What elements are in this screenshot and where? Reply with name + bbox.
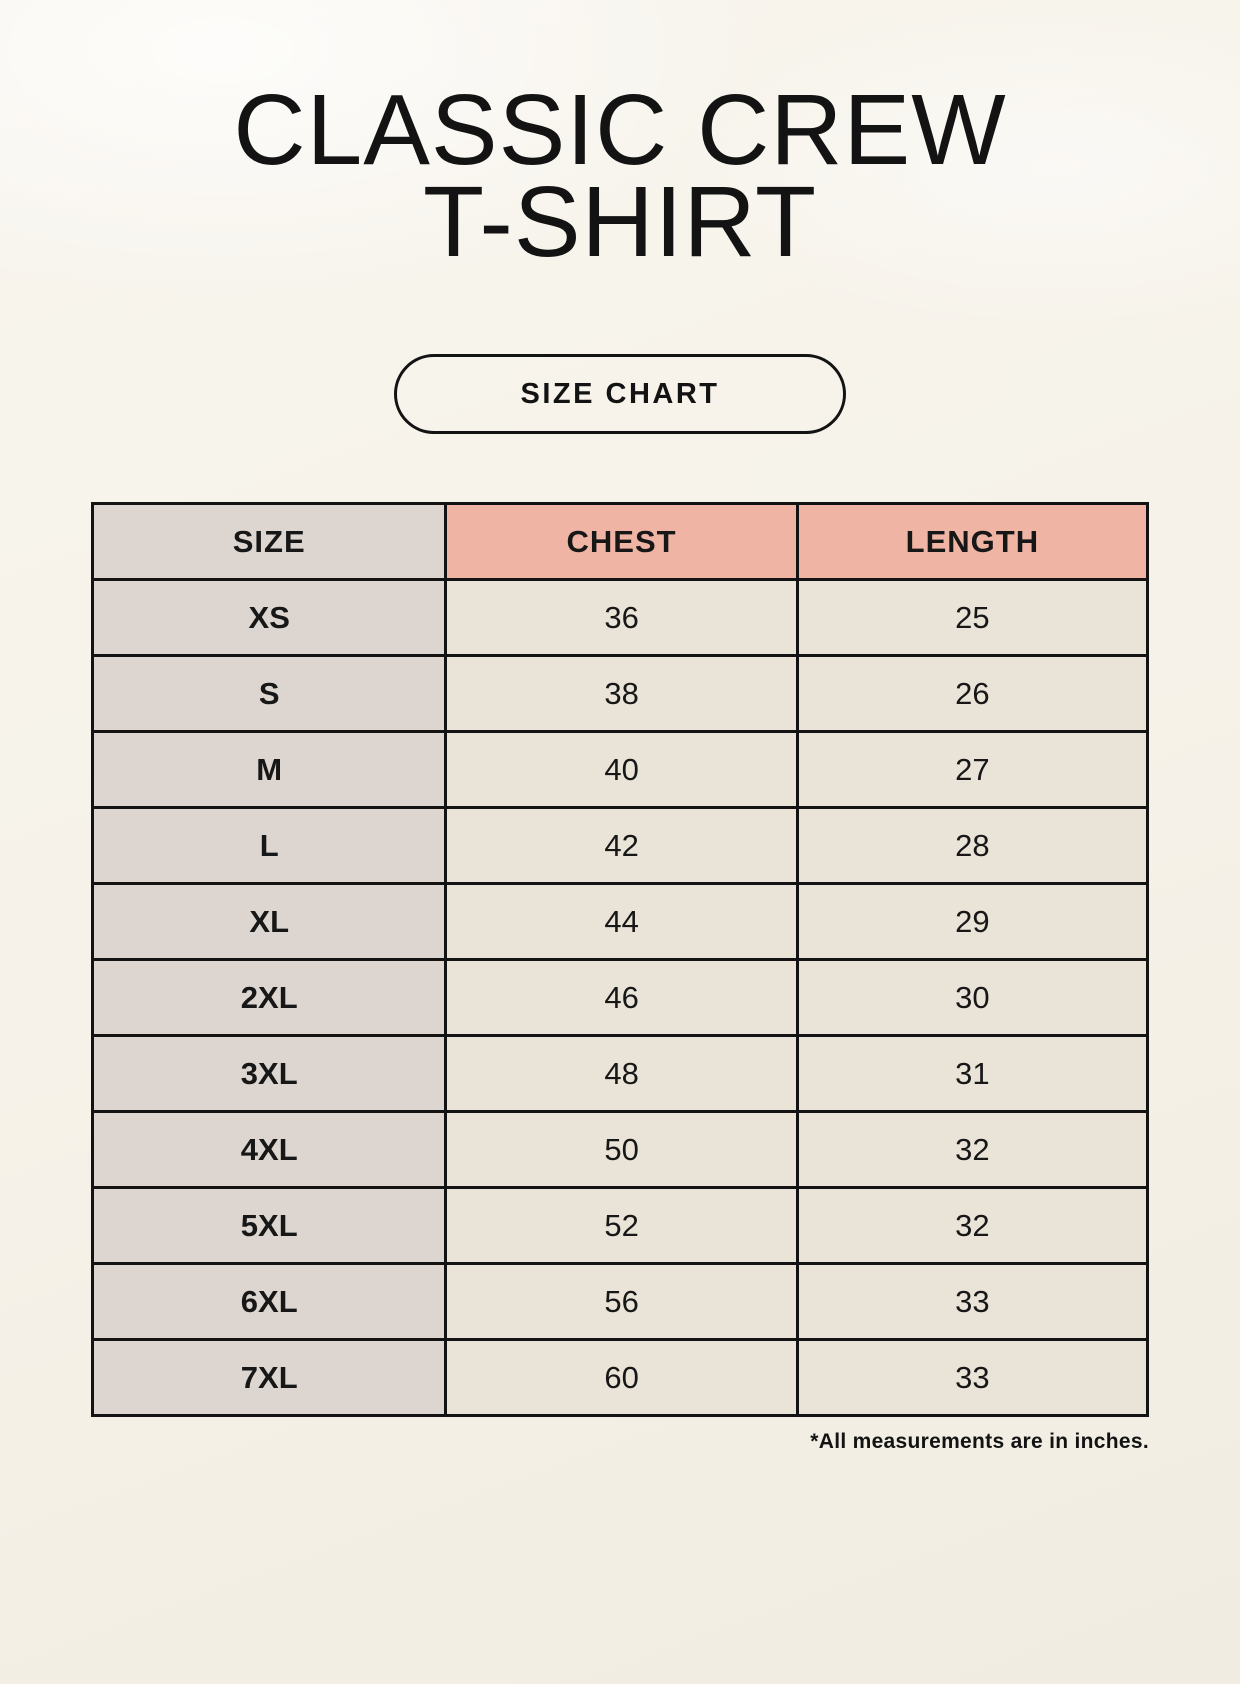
table-row bbox=[93, 1264, 1148, 1340]
length-cell: 32 bbox=[797, 1188, 1147, 1264]
table-row bbox=[93, 732, 1148, 808]
length-cell: 31 bbox=[797, 1036, 1147, 1112]
chest-cell: 44 bbox=[446, 884, 797, 960]
column-header-size: SIZE bbox=[93, 504, 446, 580]
size-cell: 7XL bbox=[93, 1340, 446, 1416]
page-title bbox=[0, 74, 1240, 278]
size-cell: 3XL bbox=[93, 1036, 446, 1112]
size-cell: 4XL bbox=[93, 1112, 446, 1188]
length-cell: 28 bbox=[797, 808, 1147, 884]
chest-cell: 56 bbox=[446, 1264, 797, 1340]
size-table bbox=[91, 502, 1149, 1417]
length-cell: 26 bbox=[797, 656, 1147, 732]
length-cell: 30 bbox=[797, 960, 1147, 1036]
length-cell: 33 bbox=[797, 1264, 1147, 1340]
length-cell: 27 bbox=[797, 732, 1147, 808]
table-row bbox=[93, 580, 1148, 656]
chest-cell: 48 bbox=[446, 1036, 797, 1112]
length-cell: 32 bbox=[797, 1112, 1147, 1188]
table-row bbox=[93, 1340, 1148, 1416]
size-cell: M bbox=[93, 732, 446, 808]
size-cell: XL bbox=[93, 884, 446, 960]
table-row bbox=[93, 1188, 1148, 1264]
size-cell: XS bbox=[93, 580, 446, 656]
size-chart-badge bbox=[394, 354, 846, 434]
size-cell: S bbox=[93, 656, 446, 732]
size-table-body bbox=[93, 580, 1148, 1416]
size-table-container bbox=[91, 502, 1149, 1417]
measurements-footnote: *All measurements are in inches. bbox=[810, 1430, 1149, 1453]
table-row bbox=[93, 808, 1148, 884]
length-cell: 25 bbox=[797, 580, 1147, 656]
page-title-line2: T-SHIRT bbox=[422, 166, 818, 278]
chest-cell: 50 bbox=[446, 1112, 797, 1188]
length-cell: 29 bbox=[797, 884, 1147, 960]
page-title-line1: CLASSIC CREW bbox=[233, 74, 1007, 186]
table-row bbox=[93, 960, 1148, 1036]
table-row bbox=[93, 1112, 1148, 1188]
size-cell: 5XL bbox=[93, 1188, 446, 1264]
chest-cell: 52 bbox=[446, 1188, 797, 1264]
size-chart-badge-label: SIZE CHART bbox=[520, 377, 720, 410]
size-chart-page bbox=[0, 74, 1240, 1454]
chest-cell: 60 bbox=[446, 1340, 797, 1416]
chest-cell: 38 bbox=[446, 656, 797, 732]
table-row bbox=[93, 1036, 1148, 1112]
table-header-row bbox=[93, 504, 1148, 580]
size-cell: 6XL bbox=[93, 1264, 446, 1340]
length-cell: 33 bbox=[797, 1340, 1147, 1416]
chest-cell: 42 bbox=[446, 808, 797, 884]
table-row bbox=[93, 884, 1148, 960]
size-cell: 2XL bbox=[93, 960, 446, 1036]
table-row bbox=[93, 656, 1148, 732]
column-header-chest: CHEST bbox=[446, 504, 797, 580]
chest-cell: 36 bbox=[446, 580, 797, 656]
chest-cell: 40 bbox=[446, 732, 797, 808]
column-header-length: LENGTH bbox=[797, 504, 1147, 580]
size-cell: L bbox=[93, 808, 446, 884]
chest-cell: 46 bbox=[446, 960, 797, 1036]
